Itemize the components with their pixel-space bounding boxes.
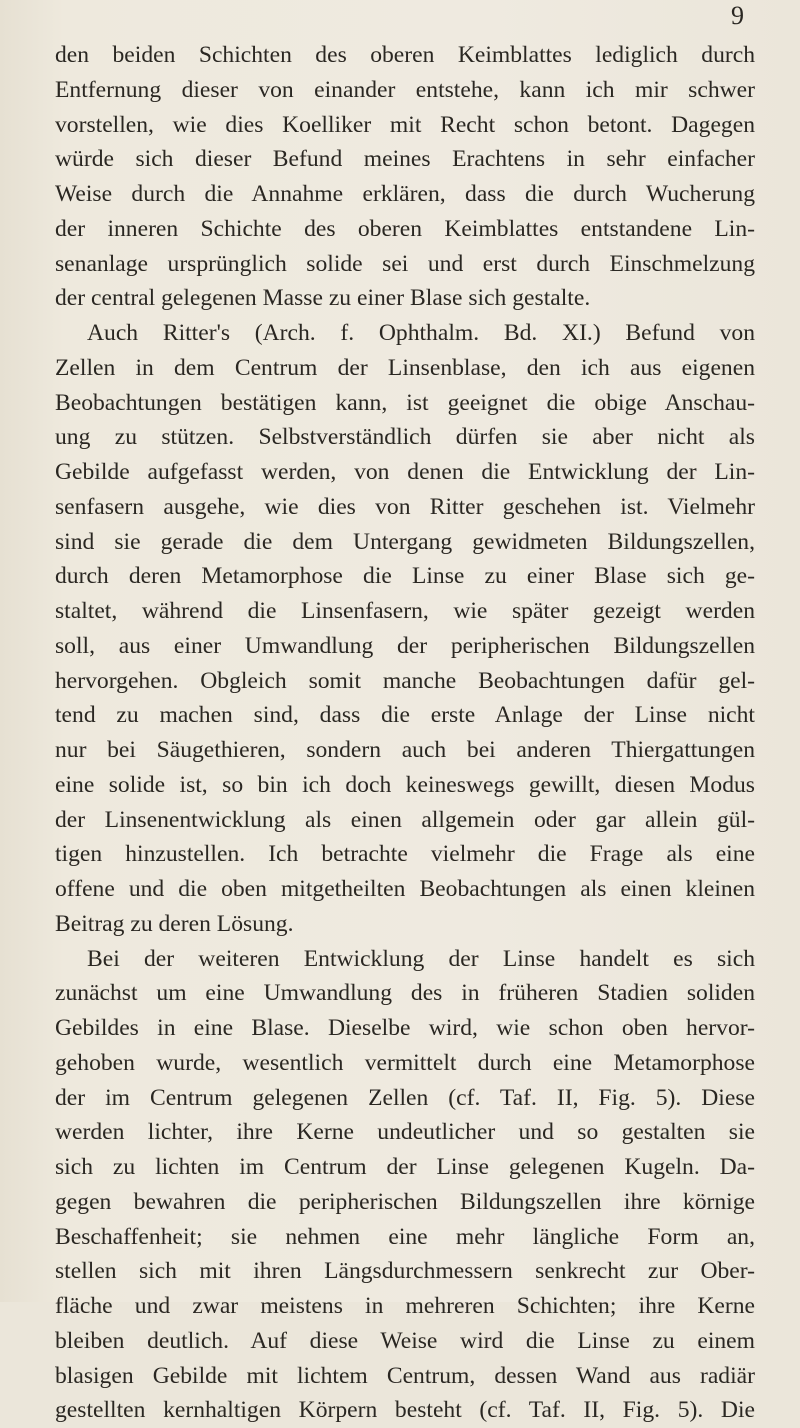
text-line: sich zu lichten im Centrum der Linse gelegenen Kugeln. Da- bbox=[55, 1154, 755, 1180]
text-line: Beobachtungen bestätigen kann, ist geeignet die obige Anschau- bbox=[55, 389, 755, 416]
text-line: senanlage ursprünglich solide sei und erst durch Einschmelzung bbox=[55, 250, 755, 277]
text-line: sind sie gerade die dem Untergang gewidmeten Bildungszellen, bbox=[55, 528, 755, 555]
text-line: werden lichter, ihre Kerne undeutlicher und so gestalten sie bbox=[55, 1119, 755, 1146]
text-line: Weise durch die Annahme erklären, dass die durch Wucherung bbox=[55, 181, 755, 207]
text-line: hervorgehen. Obgleich somit manche Beobachtungen dafür gel- bbox=[55, 667, 755, 694]
text-line: soll, aus einer Umwandlung der peripherischen Bildungszellen bbox=[55, 632, 755, 659]
text-line: tend zu machen sind, dass die erste Anlage der Linse nicht bbox=[55, 702, 755, 729]
text-line: blasigen Gebilde mit lichtem Centrum, dessen Wand aus radiär bbox=[55, 1362, 755, 1389]
text-line: der inneren Schichte des oberen Keimblattes entstandene Lin- bbox=[55, 215, 755, 242]
text-line: den beiden Schichten des oberen Keimblattes lediglich durch bbox=[55, 42, 755, 68]
page-number: 9 bbox=[731, 1, 744, 30]
text-line: gegen bewahren die peripherischen Bildungszellen ihre körnige bbox=[55, 1188, 755, 1215]
text-line: Beschaffenheit; sie nehmen eine mehr längliche Form an, bbox=[55, 1223, 755, 1250]
text-line: bleiben deutlich. Auf diese Weise wird die Linse zu einem bbox=[55, 1327, 755, 1354]
text-line: vorstellen, wie dies Koelliker mit Recht schon betont. Dagegen bbox=[55, 111, 755, 138]
text-line: Gebildes in eine Blase. Dieselbe wird, wie schon oben hervor- bbox=[55, 1015, 755, 1041]
text-line: Bei der weiteren Entwicklung der Linse handelt es sich bbox=[87, 945, 755, 972]
text-line: stellen sich mit ihren Längsdurchmessern senkrecht zur Ober- bbox=[55, 1258, 755, 1285]
text-line: zunächst um eine Umwandlung des in früheren Stadien soliden bbox=[55, 980, 755, 1007]
text-line: Beitrag zu deren Lösung. bbox=[55, 910, 294, 937]
text-line: der central gelegenen Masse zu einer Blase sich gestalte. bbox=[55, 285, 591, 312]
text-line: gestellten kernhaltigen Körpern besteht (cf. Taf. II, Fig. 5). Die bbox=[55, 1397, 755, 1424]
text-line: würde sich dieser Befund meines Erachtens in sehr einfacher bbox=[55, 146, 755, 173]
text-line: tigen hinzustellen. Ich betrachte vielmehr die Frage als eine bbox=[55, 841, 755, 868]
text-line: Zellen in dem Centrum der Linsenblase, den ich aus eigenen bbox=[55, 354, 755, 381]
text-line: eine solide ist, so bin ich doch keineswegs gewillt, diesen Modus bbox=[55, 771, 755, 798]
text-line: offene und die oben mitgetheilten Beobachtungen als einen kleinen bbox=[55, 876, 755, 902]
text-line: nur bei Säugethieren, sondern auch bei anderen Thiergattungen bbox=[55, 737, 755, 763]
text-line: der Linsenentwicklung als einen allgemein oder gar allein gül- bbox=[55, 806, 755, 833]
text-line: staltet, während die Linsenfasern, wie später gezeigt werden bbox=[55, 598, 755, 624]
text-line: Auch Ritter's (Arch. f. Ophthalm. Bd. XI.) Befund von bbox=[87, 320, 755, 346]
text-line: der im Centrum gelegenen Zellen (cf. Taf. II, Fig. 5). Diese bbox=[55, 1084, 755, 1111]
text-line: ung zu stützen. Selbstverständlich dürfen sie aber nicht als bbox=[55, 424, 755, 451]
body-text bbox=[55, 38, 755, 1428]
text-line: gehoben wurde, wesentlich vermittelt durch eine Metamorphose bbox=[55, 1049, 755, 1076]
text-line: fläche und zwar meistens in mehreren Schichten; ihre Kerne bbox=[55, 1293, 755, 1319]
text-line: senfasern ausgehe, wie dies von Ritter geschehen ist. Vielmehr bbox=[55, 493, 755, 520]
text-line: Gebilde aufgefasst werden, von denen die Entwicklung der Lin- bbox=[55, 459, 755, 485]
text-line: Entfernung dieser von einander entstehe, kann ich mir schwer bbox=[55, 76, 755, 103]
text-line: durch deren Metamorphose die Linse zu einer Blase sich ge- bbox=[55, 563, 755, 590]
